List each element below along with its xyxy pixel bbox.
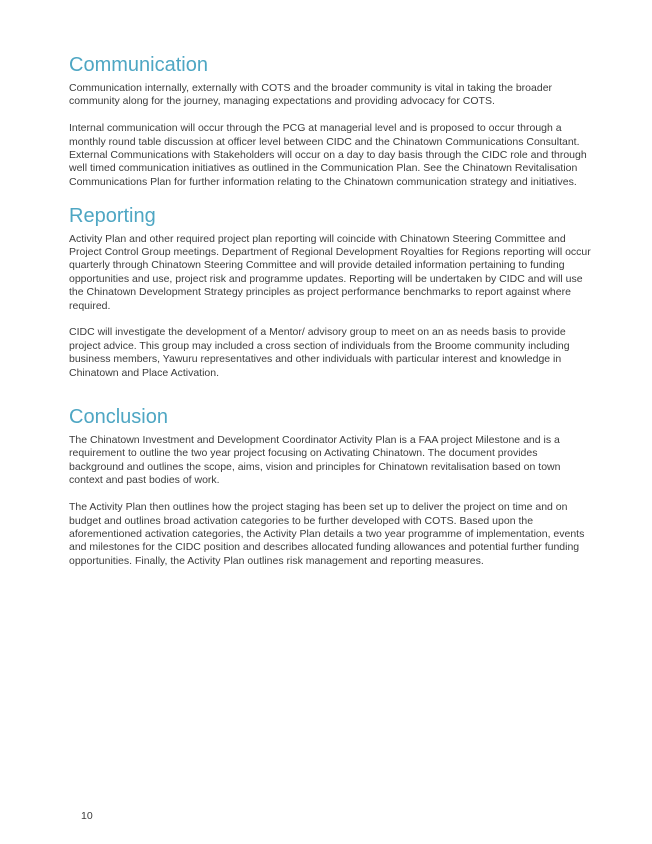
section-communication xyxy=(69,52,592,189)
section-reporting xyxy=(69,203,592,380)
section-heading-reporting: Reporting xyxy=(69,204,156,227)
paragraph: Activity Plan and other required project plan reporting will coincide with Chinatown Steering Committee and Project Control Group meetings. Department of Regional Development Royalties for Regions reporting will occur quarterly through Chinatown Steering Committee and will provide detailed information pertaining to funding opportunities and use, project risk and programme updates. Reporting will be undertaken by CIDC and will use the Chinatown Development Strategy principles as project performance benchmarks to report against where required. xyxy=(69,232,591,312)
paragraph: The Activity Plan then outlines how the project staging has been set up to deliver the project on time and on budget and outlines broad activation categories to be further developed with COTS. Based upon the aforementioned activation categories, the Activity Plan details a two year programme of implementation, events and milestones for the CIDC position and describes allocated funding allowances and potential further funding opportunities. Finally, the Activity Plan outlines risk management and reporting measures. xyxy=(69,501,585,567)
page-number: 10 xyxy=(81,810,93,822)
section-heading-communication: Communication xyxy=(69,54,208,76)
section-heading-conclusion: Conclusion xyxy=(69,406,168,429)
paragraph: Communication internally, externally with COTS and the broader community is vital in taking the broader community along for the journey, managing expectations and providing advocacy for COTS. xyxy=(69,82,553,108)
paragraph: The Chinatown Investment and Development Coordinator Activity Plan is a FAA project Milestone and is a requirement to outline the two year project focusing on Activating Chinatown. The document provides background and outlines the scope, aims, vision and principles for Chinatown revitalisation based on town context and past bodies of work. xyxy=(69,434,561,487)
paragraph: Internal communication will occur through the PCG at managerial level and is proposed to occur through a monthly round table discussion at officer level between CIDC and the Chinatown Communications Consultant. External Communications with Stakeholders will occur on a day to day basis through the CIDC role and through well timed communication initiatives as outlined in the Communication Plan. See the Chinatown Revitalisation Communications Plan for further information relating to the Chinatown communication strategy and initiatives. xyxy=(69,122,587,188)
section-conclusion xyxy=(69,404,592,568)
page-body xyxy=(69,52,592,582)
paragraph: CIDC will investigate the development of a Mentor/ advisory group to meet on an as needs basis to provide project advice. This group may included a cross section of individuals from the Broome community including business members, Yawuru representatives and other individuals with particular interest and knowledge in Chinatown and Place Activation. xyxy=(69,326,570,379)
